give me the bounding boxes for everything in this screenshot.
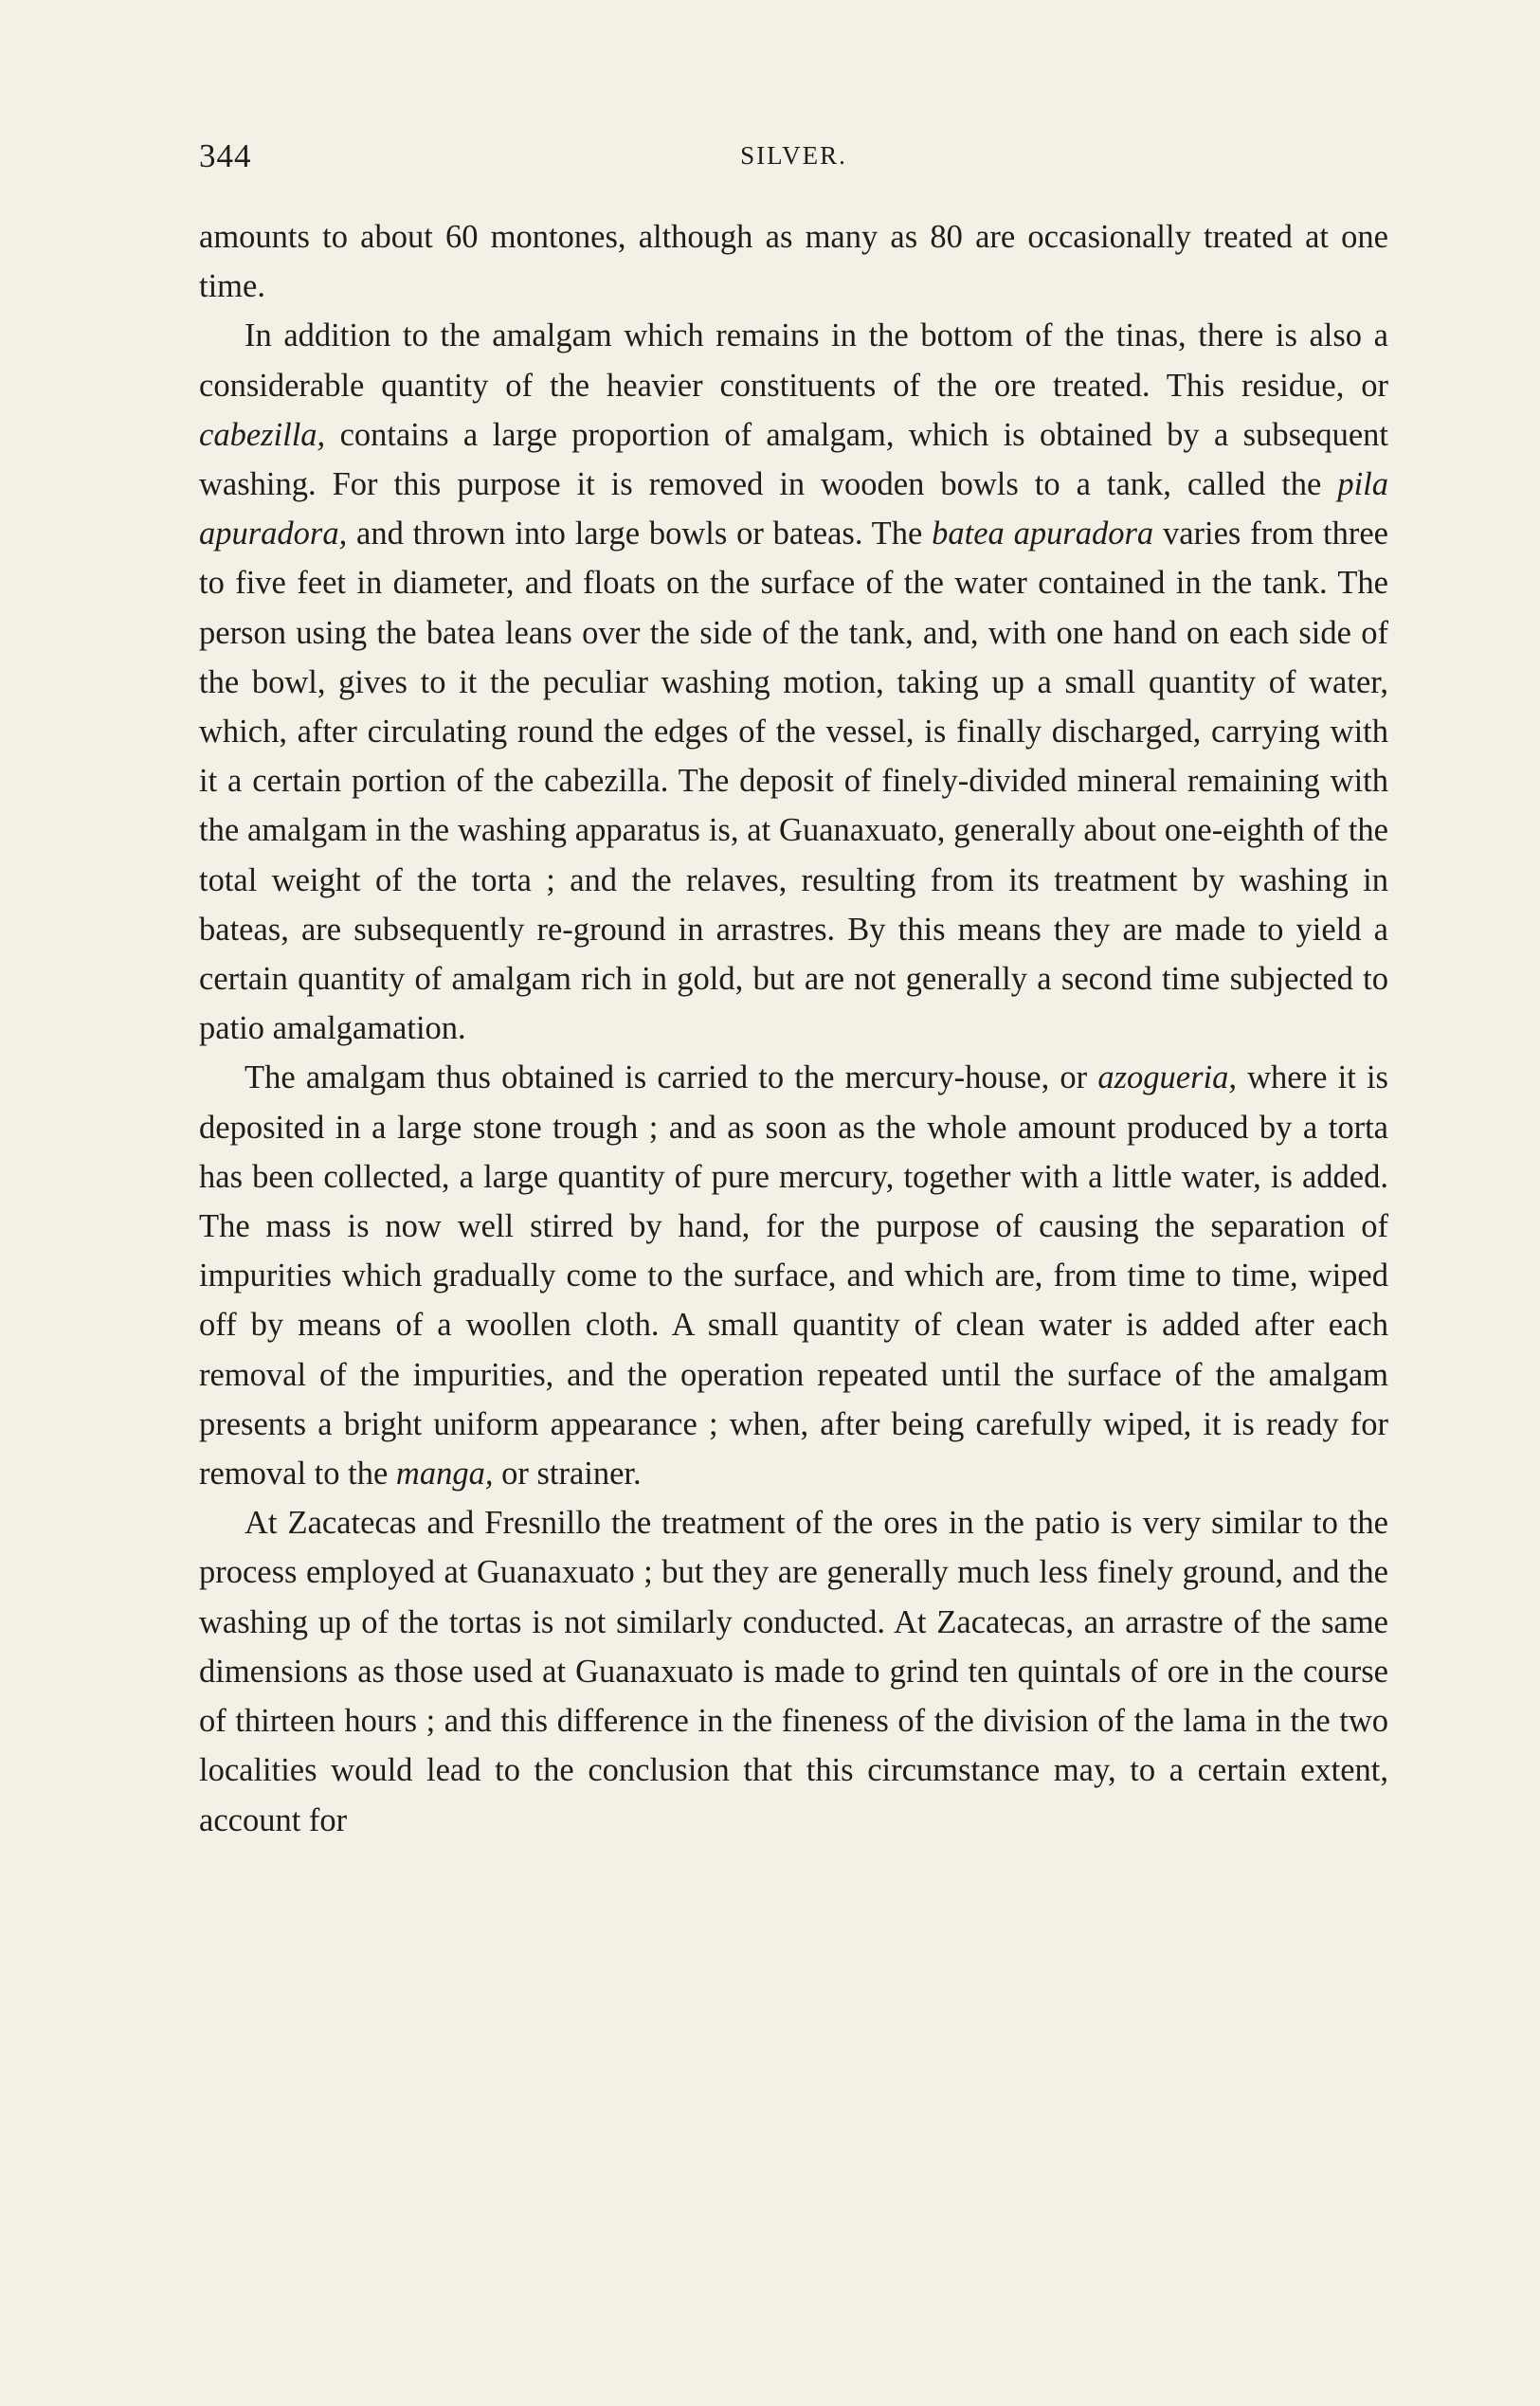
paragraph-2 [199,311,1388,1053]
text-segment: The amalgam thus obtained is carried to the mercury-house, or [245,1059,1098,1096]
paragraph-3 [199,1053,1388,1498]
text-segment: or strainer. [493,1456,642,1492]
text-segment: amounts to about 60 montones, although as many as 80 are occasionally treated at one time. [199,219,1388,305]
paragraph-1 [199,212,1388,311]
italic-term-azogueria: azogueria, [1097,1059,1237,1096]
text-segment: and thrown into large bowls or bateas. The [347,516,933,552]
body-text [199,212,1388,1845]
text-segment: In addition to the amalgam which remains in the bottom of the tinas, there is also a considerable quantity of the heavier constituents of the ore treated. This residue, or [199,317,1388,404]
italic-term-batea-apuradora: batea apuradora [932,516,1154,552]
text-segment: At Zacatecas and Fresnillo the treatment of the ores in the patio is very similar to the process employed at Guanaxuato ; but they are generally much less finely ground, and the washing up of the tortas is not similarly conducted. At Zacatecas, an arrastre of the same dimensions as those used at Guanaxuato is made to grind ten quintals of ore in the course of thirteen hours ; and this difference in the fineness of the division of the lama in the two localities would lead to the conclusion that this circumstance may, to a certain extent, account for [199,1505,1388,1838]
text-segment: varies from three to five feet in diameter, and floats on the surface of the water contained in the tank. The person using the batea leans over the side of the tank, and, with one hand on each side of the bowl, gives to it the peculiar washing motion, taking up a small quantity of water, which, after circulating round the edges of the vessel, is finally discharged, carrying with it a certain portion of the cabezilla. The deposit of finely-divided mineral remaining with the amalgam in the washing apparatus is, at Guanaxuato, generally about one-eighth of the total weight of the torta ; and the relaves, resulting from its treatment by washing in bateas, are subsequently re-ground in arrastres. By this means they are made to yield a certain quantity of amalgam rich in gold, but are not generally a second time subjected to patio amalgamation. [199,516,1388,1047]
italic-term-pila-apuradora: pila apuradora, [199,466,1388,552]
italic-term-cabezilla: cabezilla, [199,416,326,453]
page-header [199,137,1388,183]
text-segment: where it is deposited in a large stone trough ; and as soon as the whole amount produced by a torta has been collected, a large quantity of pure mercury, together with a little water, is added. The mass is now well stirred by hand, for the purpose of causing the separation of impurities which gradually come to the surface, and which are, from time to time, wiped off by means of a woollen cloth. A small quantity of clean water is added after each removal of the impurities, and the operation repeated until the surface of the amalgam presents a bright uniform appearance ; when, after being carefully wiped, it is ready for removal to the [199,1059,1388,1492]
text-segment: contains a large proportion of amalgam, which is obtained by a subsequent washing. For this purpose it is removed in wooden bowls to a tank, called the [199,416,1388,503]
italic-term-manga: manga, [395,1456,494,1492]
paragraph-4 [199,1498,1388,1844]
running-head: SILVER. [740,141,847,170]
page-number: 344 [199,137,252,174]
